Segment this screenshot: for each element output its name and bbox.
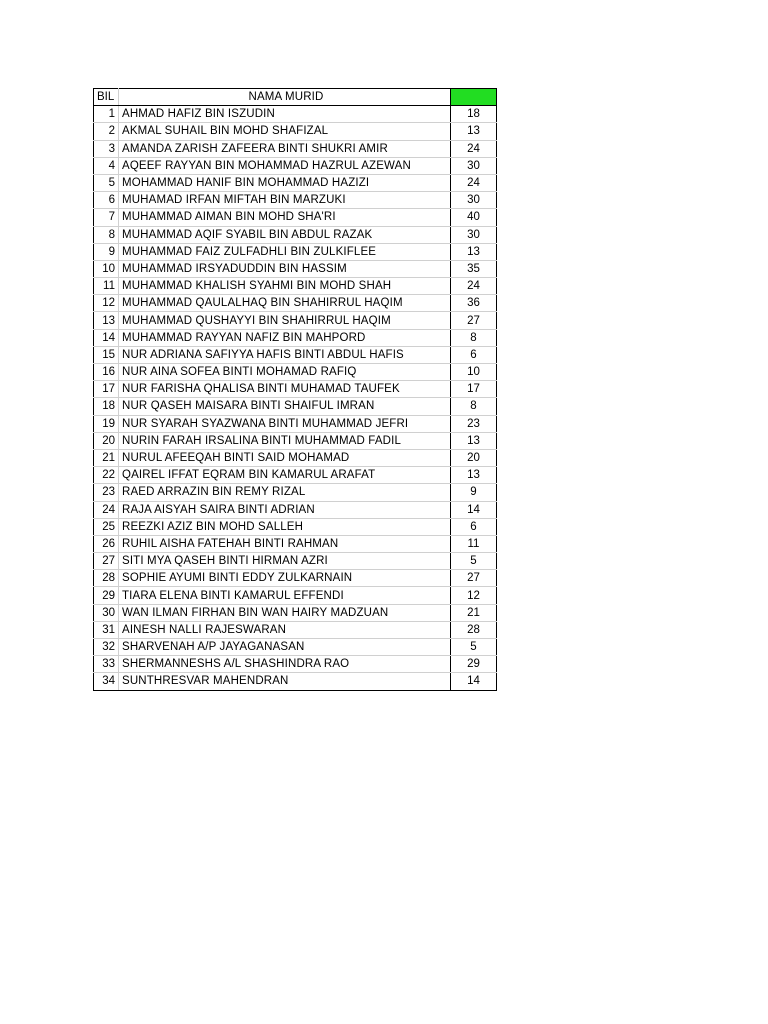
student-score: 27 [451, 570, 497, 587]
student-name: QAIREL IFFAT EQRAM BIN KAMARUL ARAFAT [119, 467, 451, 484]
student-name: NURUL AFEEQAH BINTI SAID MOHAMAD [119, 449, 451, 466]
row-number: 34 [94, 673, 119, 690]
student-name: MUHAMMAD QAULALHAQ BIN SHAHIRRUL HAQIM [119, 295, 451, 312]
row-number: 6 [94, 192, 119, 209]
student-score: 24 [451, 278, 497, 295]
student-name: NUR SYARAH SYAZWANA BINTI MUHAMMAD JEFRI [119, 415, 451, 432]
student-name: MUHAMMAD QUSHAYYI BIN SHAHIRRUL HAQIM [119, 312, 451, 329]
student-name: MUHAMMAD RAYYAN NAFIZ BIN MAHPORD [119, 329, 451, 346]
table-row [94, 312, 497, 329]
table-row [94, 295, 497, 312]
student-score: 10 [451, 364, 497, 381]
row-number: 10 [94, 260, 119, 277]
row-number: 21 [94, 449, 119, 466]
student-score: 14 [451, 673, 497, 690]
student-name: NUR FARISHA QHALISA BINTI MUHAMAD TAUFEK [119, 381, 451, 398]
table-row [94, 260, 497, 277]
student-name: SHERMANNESHS A/L SHASHINDRA RAO [119, 656, 451, 673]
student-score: 27 [451, 312, 497, 329]
student-score: 5 [451, 639, 497, 656]
student-score: 13 [451, 467, 497, 484]
row-number: 19 [94, 415, 119, 432]
table-row [94, 432, 497, 449]
student-name: MUHAMMAD FAIZ ZULFADHLI BIN ZULKIFLEE [119, 243, 451, 260]
student-name: AQEEF RAYYAN BIN MOHAMMAD HAZRUL AZEWAN [119, 157, 451, 174]
score-column-header [451, 89, 497, 106]
table-row [94, 449, 497, 466]
table-row [94, 106, 497, 123]
student-score: 6 [451, 518, 497, 535]
row-number: 27 [94, 553, 119, 570]
row-number: 32 [94, 639, 119, 656]
row-number: 2 [94, 123, 119, 140]
table-row [94, 398, 497, 415]
row-number: 5 [94, 174, 119, 191]
student-score: 30 [451, 157, 497, 174]
table-row [94, 415, 497, 432]
table-body [94, 106, 497, 690]
header-row [94, 89, 497, 106]
student-name: AINESH NALLI RAJESWARAN [119, 621, 451, 638]
student-score: 13 [451, 432, 497, 449]
row-number: 11 [94, 278, 119, 295]
table-row [94, 157, 497, 174]
table-row [94, 174, 497, 191]
name-column-header: NAMA MURID [119, 89, 451, 106]
student-score: 29 [451, 656, 497, 673]
student-score: 11 [451, 535, 497, 552]
row-number: 22 [94, 467, 119, 484]
table-row [94, 467, 497, 484]
student-name: SUNTHRESVAR MAHENDRAN [119, 673, 451, 690]
row-number: 18 [94, 398, 119, 415]
table-row [94, 553, 497, 570]
row-number: 29 [94, 587, 119, 604]
row-number: 8 [94, 226, 119, 243]
student-name: TIARA ELENA BINTI KAMARUL EFFENDI [119, 587, 451, 604]
student-name: WAN ILMAN FIRHAN BIN WAN HAIRY MADZUAN [119, 604, 451, 621]
student-score: 30 [451, 226, 497, 243]
table-row [94, 535, 497, 552]
table-row [94, 243, 497, 260]
student-score: 24 [451, 174, 497, 191]
table-row [94, 501, 497, 518]
student-name: RAED ARRAZIN BIN REMY RIZAL [119, 484, 451, 501]
student-score: 5 [451, 553, 497, 570]
row-number: 30 [94, 604, 119, 621]
row-number: 16 [94, 364, 119, 381]
student-name: SHARVENAH A/P JAYAGANASAN [119, 639, 451, 656]
table-row [94, 381, 497, 398]
student-score-table [93, 88, 497, 691]
student-score: 21 [451, 604, 497, 621]
student-name: MOHAMMAD HANIF BIN MOHAMMAD HAZIZI [119, 174, 451, 191]
row-number: 28 [94, 570, 119, 587]
student-score: 20 [451, 449, 497, 466]
row-number: 7 [94, 209, 119, 226]
table-row [94, 484, 497, 501]
student-name: SOPHIE AYUMI BINTI EDDY ZULKARNAIN [119, 570, 451, 587]
student-name: RAJA AISYAH SAIRA BINTI ADRIAN [119, 501, 451, 518]
student-name: NUR AINA SOFEA BINTI MOHAMAD RAFIQ [119, 364, 451, 381]
student-name: MUHAMMAD AIMAN BIN MOHD SHA'RI [119, 209, 451, 226]
table-row [94, 123, 497, 140]
student-name: AMANDA ZARISH ZAFEERA BINTI SHUKRI AMIR [119, 140, 451, 157]
row-number: 24 [94, 501, 119, 518]
table-row [94, 140, 497, 157]
row-number: 15 [94, 346, 119, 363]
bil-column-header: BIL [94, 89, 119, 106]
student-score: 28 [451, 621, 497, 638]
table-row [94, 621, 497, 638]
table-row [94, 346, 497, 363]
table-row [94, 226, 497, 243]
student-score: 12 [451, 587, 497, 604]
student-score: 14 [451, 501, 497, 518]
table-row [94, 209, 497, 226]
table-row [94, 192, 497, 209]
row-number: 1 [94, 106, 119, 123]
table-row [94, 673, 497, 690]
row-number: 14 [94, 329, 119, 346]
row-number: 13 [94, 312, 119, 329]
table-row [94, 518, 497, 535]
row-number: 4 [94, 157, 119, 174]
student-name: NUR QASEH MAISARA BINTI SHAIFUL IMRAN [119, 398, 451, 415]
student-name: NUR ADRIANA SAFIYYA HAFIS BINTI ABDUL HAFIS [119, 346, 451, 363]
row-number: 12 [94, 295, 119, 312]
student-score: 35 [451, 260, 497, 277]
student-name: REEZKI AZIZ BIN MOHD SALLEH [119, 518, 451, 535]
row-number: 3 [94, 140, 119, 157]
row-number: 9 [94, 243, 119, 260]
student-name: MUHAMAD IRFAN MIFTAH BIN MARZUKI [119, 192, 451, 209]
student-score: 36 [451, 295, 497, 312]
table-row [94, 570, 497, 587]
table-row [94, 364, 497, 381]
student-score: 8 [451, 398, 497, 415]
student-name: MUHAMMAD IRSYADUDDIN BIN HASSIM [119, 260, 451, 277]
row-number: 17 [94, 381, 119, 398]
student-score: 30 [451, 192, 497, 209]
row-number: 20 [94, 432, 119, 449]
student-name: SITI MYA QASEH BINTI HIRMAN AZRI [119, 553, 451, 570]
student-name: MUHAMMAD KHALISH SYAHMI BIN MOHD SHAH [119, 278, 451, 295]
student-score: 9 [451, 484, 497, 501]
table-row [94, 329, 497, 346]
student-score: 6 [451, 346, 497, 363]
student-score: 8 [451, 329, 497, 346]
student-score: 13 [451, 123, 497, 140]
student-score: 40 [451, 209, 497, 226]
table-row [94, 278, 497, 295]
student-score: 17 [451, 381, 497, 398]
table-row [94, 587, 497, 604]
row-number: 25 [94, 518, 119, 535]
student-name: NURIN FARAH IRSALINA BINTI MUHAMMAD FADIL [119, 432, 451, 449]
table-row [94, 604, 497, 621]
student-name: MUHAMMAD AQIF SYABIL BIN ABDUL RAZAK [119, 226, 451, 243]
row-number: 23 [94, 484, 119, 501]
student-name: AHMAD HAFIZ BIN ISZUDIN [119, 106, 451, 123]
student-name: AKMAL SUHAIL BIN MOHD SHAFIZAL [119, 123, 451, 140]
table-row [94, 639, 497, 656]
student-score: 18 [451, 106, 497, 123]
student-name: RUHIL AISHA FATEHAH BINTI RAHMAN [119, 535, 451, 552]
student-score: 13 [451, 243, 497, 260]
row-number: 31 [94, 621, 119, 638]
student-score: 23 [451, 415, 497, 432]
student-score: 24 [451, 140, 497, 157]
table-row [94, 656, 497, 673]
row-number: 26 [94, 535, 119, 552]
row-number: 33 [94, 656, 119, 673]
